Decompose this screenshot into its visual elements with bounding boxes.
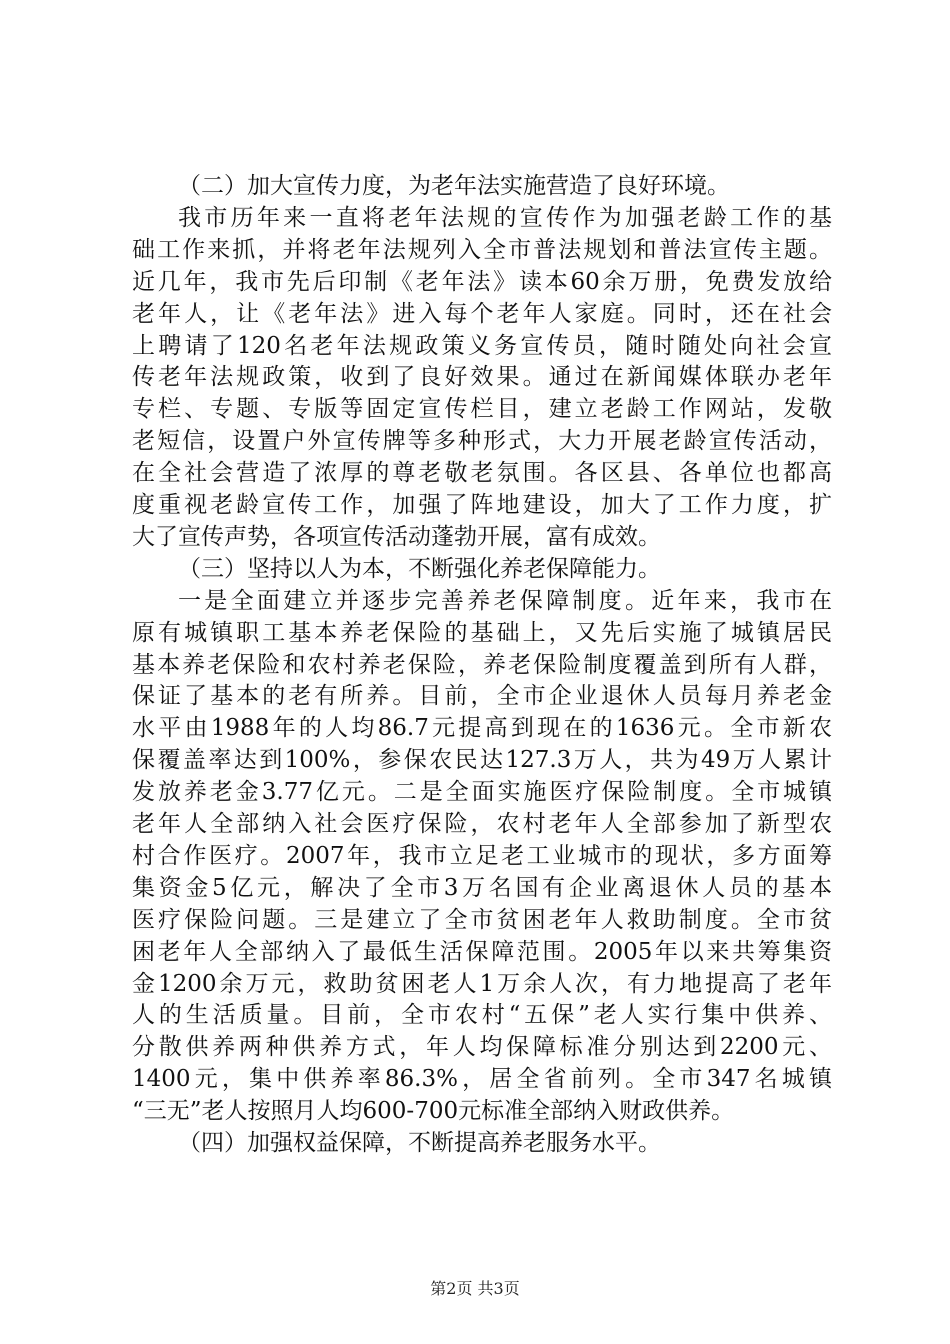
paragraph-line: 金1200余万元，救助贫困老人1万余人次，有力地提高了老年	[132, 971, 832, 997]
paragraph-line: 础工作来抓，并将老年法规列入全市普法规划和普法宣传主题。	[132, 237, 832, 263]
paragraph-line: 集资金5亿元，解决了全市3万名国有企业离退休人员的基本	[132, 875, 832, 901]
paragraph-line: 专栏、专题、专版等固定宣传栏目，建立老龄工作网站，发敬	[132, 396, 832, 422]
paragraph-line: “三无”老人按照月人均600-700元标准全部纳入财政供养。	[132, 1098, 735, 1124]
paragraph-line: 1400元，集中供养率86.3%，居全省前列。全市347名城镇	[132, 1066, 832, 1092]
paragraph-line: 度重视老龄宣传工作，加强了阵地建设，加大了工作力度，扩	[132, 492, 832, 518]
section-heading-3: （三）坚持以人为本，不断强化养老保障能力。	[178, 556, 661, 582]
paragraph-line: 发放养老金3.77亿元。二是全面实施医疗保险制度。全市城镇	[132, 779, 832, 805]
paragraph-line: 近几年，我市先后印制《老年法》读本60余万册，免费发放给	[132, 269, 832, 295]
paragraph-line: 我市历年来一直将老年法规的宣传作为加强老龄工作的基	[178, 205, 832, 231]
paragraph-line: 传老年法规政策，收到了良好效果。通过在新闻媒体联办老年	[132, 364, 832, 390]
paragraph-line: 分散供养两种供养方式，年人均保障标准分别达到2200元、	[132, 1034, 832, 1060]
paragraph-line: 村合作医疗。2007年，我市立足老工业城市的现状，多方面筹	[132, 843, 832, 869]
paragraph-line: 原有城镇职工基本养老保险的基础上，又先后实施了城镇居民	[132, 620, 832, 646]
paragraph-line: 老年人，让《老年法》进入每个老年人家庭。同时，还在社会	[132, 301, 832, 327]
paragraph-line: 保覆盖率达到100%，参保农民达127.3万人，共为49万人累计	[132, 747, 832, 773]
paragraph-line: 大了宣传声势，各项宣传活动蓬勃开展，富有成效。	[132, 524, 661, 550]
paragraph-line: 基本养老保险和农村养老保险，养老保险制度覆盖到所有人群，	[132, 652, 832, 678]
paragraph-line: 一是全面建立并逐步完善养老保障制度。近年来，我市在	[178, 588, 832, 614]
paragraph-line: 在全社会营造了浓厚的尊老敬老氛围。各区县、各单位也都高	[132, 460, 832, 486]
page-footer: 第2页 共3页	[430, 1279, 520, 1298]
paragraph-line: 老年人全部纳入社会医疗保险，农村老年人全部参加了新型农	[132, 811, 832, 837]
paragraph-line: 水平由1988年的人均86.7元提高到现在的1636元。全市新农	[132, 715, 832, 741]
section-heading-4: （四）加强权益保障，不断提高养老服务水平。	[178, 1130, 661, 1156]
paragraph-line: 上聘请了120名老年法规政策义务宣传员，随时随处向社会宣	[132, 333, 832, 359]
paragraph-line: 人的生活质量。目前，全市农村“五保”老人实行集中供养、	[132, 1002, 832, 1028]
paragraph-line: 医疗保险问题。三是建立了全市贫困老年人救助制度。全市贫	[132, 907, 832, 933]
paragraph-line: 困老年人全部纳入了最低生活保障范围。2005年以来共筹集资	[132, 939, 832, 965]
paragraph-line: 保证了基本的老有所养。目前，全市企业退休人员每月养老金	[132, 683, 832, 709]
paragraph-line: 老短信，设置户外宣传牌等多种形式，大力开展老龄宣传活动，	[132, 428, 832, 454]
section-heading-2: （二）加大宣传力度，为老年法实施营造了良好环境。	[178, 173, 730, 199]
